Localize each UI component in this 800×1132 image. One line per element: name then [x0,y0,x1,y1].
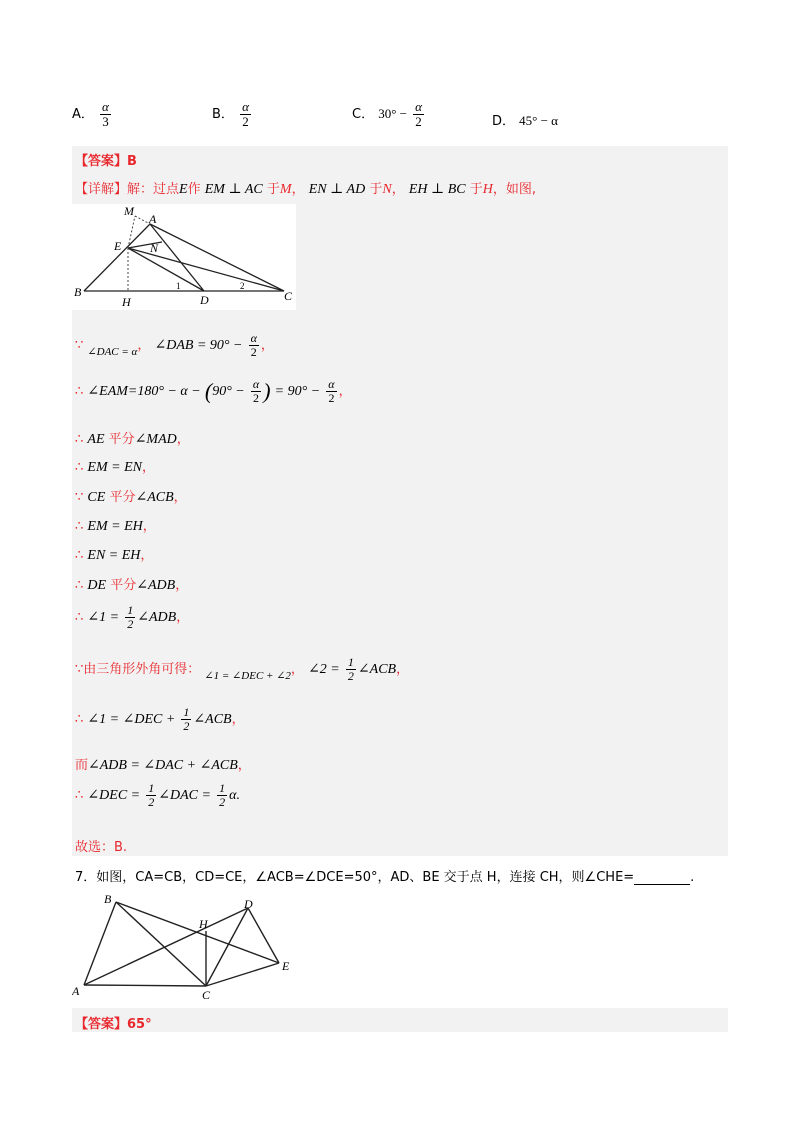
detail-intro [75,178,536,198]
option-c-pre: 30° − [378,105,407,121]
label-e: E [114,239,122,253]
step-3-symbol: ∴ [75,432,84,447]
label-angle-2: 2 [240,281,245,291]
option-c [352,100,426,129]
step-11-pre: ∠1 = ∠DEC + [87,711,176,727]
step-8-b: 平分 [110,578,137,593]
step-2-symbol: ∴ [75,383,84,399]
step-13-num-2: 1 [219,781,226,795]
option-b-fraction [240,100,251,129]
step-2-mid: = 90° − [274,383,321,399]
step-12 [75,754,251,774]
segment-be [116,902,279,963]
step-13-symbol: ∴ [75,787,84,803]
label-c: C [284,289,293,303]
step-8-a: DE [87,578,107,593]
step-13-fraction-2 [217,782,227,809]
step-1-b-pre: ∠DAB = 90° − [154,337,243,353]
step-9 [75,604,189,631]
figure-2-svg [72,890,298,1002]
step-2-pre: ∠EAM=180° − α − [87,383,201,399]
detail-head: 【详解】解：过点 [75,182,180,197]
label-d: D [200,293,209,307]
step-1-a: ∠DAC = α [87,345,138,358]
detail-sep1: ， [291,182,305,197]
label-angle-1: 1 [176,281,181,291]
step-2-in-den: 2 [251,391,261,405]
step-2 [75,378,352,405]
step-10-end: ， [396,661,410,677]
step-8-end: ， [175,578,189,593]
label-h: H [199,917,208,931]
step-5-c: ∠ACB [135,490,174,505]
option-c-label: C． [352,106,375,122]
step-5-end: ， [173,490,187,505]
step-9-post: ∠ADB [137,609,177,625]
option-a-fraction [100,100,111,129]
step-6-a: EM = EH [87,519,143,534]
step-13-fraction-1 [146,782,156,809]
step-4-a: EM = EN [87,460,142,475]
segment-ma-dashed [135,216,150,224]
step-13-den-1: 2 [148,794,155,809]
option-a-den: 3 [100,114,111,129]
step-12-symbol: 而 [75,758,89,773]
step-6-end: ， [142,519,156,534]
step-3-b: 平分 [108,432,135,447]
step-1-fraction [249,332,259,359]
step-13-post: α [229,787,237,803]
step-7-symbol: ∴ [75,548,84,563]
choose-answer: 故选：B. [75,840,128,855]
step-13-mid: ∠DAC = [158,787,211,803]
step-11-post: ∠ACB [193,711,232,727]
step-12-a: ∠ADB = ∠DAC + ∠ACB [88,758,238,773]
figure-1 [72,204,296,310]
step-8-c: ∠ADB [136,578,176,593]
step-2-in-fraction [251,378,261,405]
option-c-num: α [415,99,422,114]
segment-ac [84,985,206,986]
question-7-text: 7．如图，CA=CB，CD=CE，∠ACB=∠DCE=50°，AD、BE 交于点 H，连接 CH，则∠CHE= [75,870,635,885]
option-a-num: α [102,99,109,114]
label-a: A [149,212,157,226]
segment-bc [116,902,206,986]
step-10-fraction [346,656,356,683]
step-13-num-1: 1 [148,781,155,795]
step-11-den: 2 [183,718,190,733]
label-a: A [72,984,80,998]
step-2-end: ， [338,383,352,399]
step-9-den: 2 [127,616,134,631]
step-9-symbol: ∴ [75,609,84,625]
step-1 [75,332,274,359]
answer-blank [634,872,690,885]
step-10-post: ∠ACB [357,661,397,677]
detail-yu2: 于 [369,182,383,197]
step-4-symbol: ∴ [75,460,84,475]
figure-2 [72,890,298,1002]
step-10-a: ∠1 = ∠DEC + ∠2 [204,669,291,682]
step-4-end: ， [141,460,155,475]
step-11-fraction [181,706,191,733]
answer-1: 【答案】B [75,154,137,169]
option-d-label: D． [492,114,516,129]
label-n: N [150,241,159,255]
detail-h: H [482,182,493,197]
step-13-end: . [236,787,240,803]
step-1-symbol: ∵ [75,337,84,353]
step-9-pre: ∠1 = [87,609,120,625]
segment-ac [150,224,284,291]
detail-yu1: 于 [266,182,280,197]
question-7-end: . [690,870,695,885]
option-a [72,100,113,129]
step-1-den: 2 [249,345,259,359]
figure-1-svg [72,204,296,310]
step-2-lparen: ( [204,378,213,404]
answer-2-value: 65° [127,1017,152,1032]
detail-n: N [382,182,392,197]
step-11-symbol: ∴ [75,711,84,727]
detail-en-ad: EN ⊥ AD [308,182,366,197]
detail-sep2: ， [391,182,405,197]
step-2-num: α [328,377,335,391]
step-2-den: 2 [326,391,336,405]
step-5-b: 平分 [109,490,136,505]
answer-2-panel [72,1008,728,1032]
step-10-num: 1 [347,655,354,669]
segment-ba [84,224,150,291]
option-b-den: 2 [240,114,251,129]
step-7-end: ， [140,548,154,563]
question-7 [75,866,694,885]
step-10-text: ∵由三角形外角可得： [75,661,201,677]
step-6 [75,515,156,535]
option-b-label: B． [212,106,234,122]
detail-m: M [279,182,292,197]
label-m: M [124,204,134,218]
option-b [212,100,253,129]
step-2-rparen: ) [263,378,271,404]
step-3-a: AE [87,432,105,447]
label-h: H [122,295,131,309]
detail-tail: ，如图, [492,182,537,197]
step-9-end: ， [176,609,190,625]
detail-eh-bc: EH ⊥ BC [408,182,466,197]
step-9-fraction [125,604,135,631]
step-4 [75,456,155,476]
detail-yu3: 于 [469,182,483,197]
step-5-a: CE [87,490,106,505]
step-2-in-num: α [252,377,260,391]
step-5 [75,486,187,506]
detail-zuo: 作 [187,182,201,197]
step-10-comma: ， [290,661,304,677]
step-2-in-pre: 90° − [212,383,245,399]
step-9-num: 1 [127,603,134,617]
step-1-comma: ， [137,337,151,353]
step-1-end: ， [260,337,274,353]
step-6-symbol: ∴ [75,519,84,534]
step-10-den: 2 [347,668,354,683]
segment-de [248,908,279,963]
segment-ed [128,248,204,291]
label-c: C [202,988,211,1002]
answer-2-prefix: 【答案】 [75,1017,128,1032]
step-8 [75,574,188,594]
label-e: E [282,959,290,973]
step-3 [75,428,190,448]
step-13-den-2: 2 [219,794,226,809]
step-3-c: ∠MAD [134,432,177,447]
step-8-symbol: ∴ [75,578,84,593]
label-b: B [104,892,112,906]
step-3-end: ， [176,432,190,447]
step-5-symbol: ∵ [75,490,84,505]
step-2-fraction [326,378,336,405]
detail-em-ac: EM ⊥ AC [204,182,263,197]
step-11-num: 1 [183,705,190,719]
step-12-end: ， [237,758,251,773]
step-10-b-pre: ∠2 = [308,661,340,677]
detail-e: E [179,182,188,197]
step-13 [75,782,240,809]
step-11 [75,706,245,733]
option-d-expr: 45° − α [519,113,558,128]
label-d: D [244,897,253,911]
step-7 [75,544,153,564]
answer-2 [75,1013,152,1032]
step-11-end: ， [231,711,245,727]
step-7-a: EN = EH [87,548,141,563]
option-c-den: 2 [413,114,424,129]
step-13-pre: ∠DEC = [87,787,141,803]
option-c-fraction [413,100,424,129]
label-b: B [74,285,82,299]
option-b-num: α [242,99,249,114]
option-a-label: A． [72,106,94,122]
step-1-num: α [250,331,257,345]
option-d [492,110,558,129]
step-10 [75,656,409,683]
